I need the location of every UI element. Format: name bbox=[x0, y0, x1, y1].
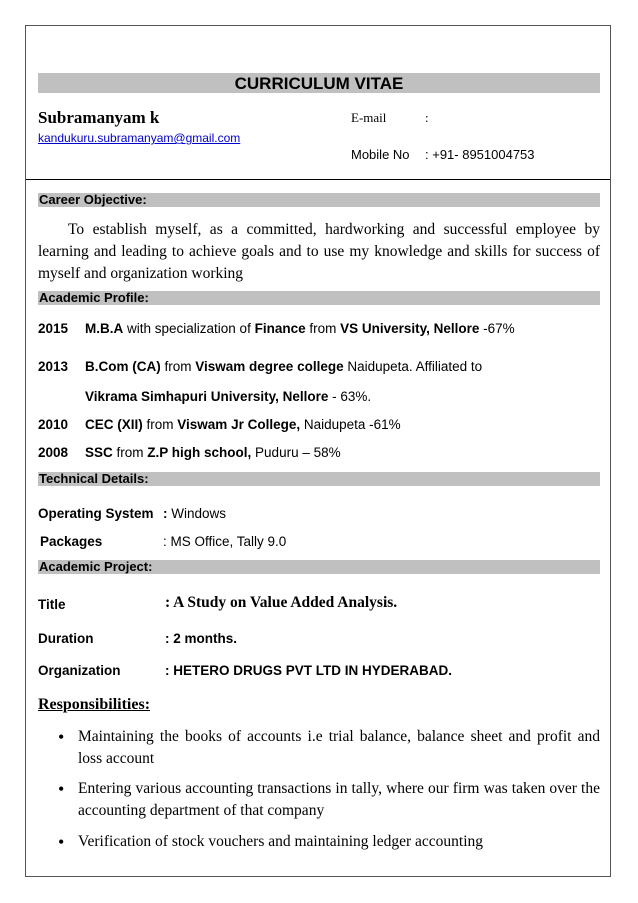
packages-value: : MS Office, Tally 9.0 bbox=[163, 534, 287, 549]
academic-text: from bbox=[112, 445, 148, 460]
academic-text: with specialization of bbox=[123, 321, 255, 336]
academic-row-2010 bbox=[38, 417, 401, 432]
project-organization-value bbox=[165, 663, 452, 678]
responsibility-text: • Entering various accounting transactions in tally, where our firm was taken over the accounting department of that company bbox=[58, 778, 600, 822]
organization-value: : HETERO DRUGS PVT LTD IN HYDERABAD. bbox=[165, 663, 453, 678]
title-label: Title bbox=[38, 597, 66, 612]
academic-institution: Z.P high school, bbox=[147, 445, 252, 460]
operating-system-row bbox=[38, 506, 154, 521]
responsibilities-heading: Responsibilities: bbox=[38, 696, 151, 713]
academic-row-2013 bbox=[38, 359, 482, 374]
project-title-value: : A Study on Value Added Analysis. bbox=[165, 594, 398, 611]
academic-text: from bbox=[305, 321, 341, 336]
academic-row-2013-continued bbox=[85, 389, 371, 404]
academic-specialization: Finance bbox=[254, 321, 306, 336]
academic-university: Vikrama Simhapuri University, Nellore bbox=[85, 389, 329, 404]
academic-degree: B.Com (CA) bbox=[85, 359, 161, 374]
academic-institution: Viswam Jr College, bbox=[177, 417, 301, 432]
academic-year: 2010 bbox=[38, 417, 69, 432]
mobile-label: Mobile No bbox=[351, 147, 410, 162]
academic-degree: SSC bbox=[85, 445, 113, 460]
project-title-label bbox=[38, 597, 66, 612]
mobile-value: : +91- 8951004753 bbox=[425, 147, 535, 162]
academic-text: from bbox=[142, 417, 178, 432]
academic-year: 2008 bbox=[38, 445, 69, 460]
responsibility-item bbox=[58, 726, 600, 770]
academic-year: 2015 bbox=[38, 321, 69, 336]
os-label: Operating System bbox=[38, 506, 154, 521]
academic-institution: VS University, Nellore bbox=[340, 321, 480, 336]
packages-label: Packages bbox=[40, 534, 103, 549]
responsibility-item bbox=[58, 778, 600, 822]
career-objective-text: To establish myself, as a committed, hardworking and successful employee by learning and leading to achieve goals and to use my knowledge and skills for success of myself and organization working bbox=[38, 221, 600, 282]
academic-year: 2013 bbox=[38, 359, 69, 374]
academic-text: Naidupeta. Affiliated to bbox=[343, 359, 483, 374]
organization-label: Organization bbox=[38, 663, 121, 678]
academic-degree: M.B.A bbox=[85, 321, 124, 336]
candidate-name: Subramanyam k bbox=[38, 108, 160, 127]
operating-system-value-row bbox=[163, 506, 226, 521]
header-divider bbox=[26, 179, 610, 180]
email-link-wrap bbox=[38, 129, 240, 147]
academic-score: Naidupeta -61% bbox=[300, 417, 401, 432]
project-duration-label bbox=[38, 631, 94, 646]
academic-row-2008 bbox=[38, 445, 341, 460]
responsibility-text: • Maintaining the books of accounts i.e trial balance, balance sheet and profit and loss account bbox=[58, 726, 600, 770]
email-separator: : bbox=[425, 110, 429, 125]
academic-score: Puduru – 58% bbox=[251, 445, 341, 460]
project-organization-label bbox=[38, 663, 121, 678]
academic-score: - 63%. bbox=[328, 389, 372, 404]
academic-profile-heading: Academic Profile: bbox=[38, 291, 600, 305]
document-title: CURRICULUM VITAE bbox=[38, 73, 600, 93]
academic-institution: Viswam degree college bbox=[195, 359, 344, 374]
os-colon: : bbox=[163, 506, 168, 521]
academic-project-heading: Academic Project: bbox=[38, 560, 600, 574]
os-value: Windows bbox=[171, 506, 227, 521]
email-label: E-mail bbox=[351, 110, 387, 125]
packages-row bbox=[40, 534, 102, 549]
academic-text: from bbox=[160, 359, 196, 374]
email-link[interactable]: kandukuru.subramanyam@gmail.com bbox=[38, 131, 241, 145]
career-objective-heading: Career Objective: bbox=[38, 193, 600, 207]
project-duration-value bbox=[165, 631, 237, 646]
academic-score: -67% bbox=[479, 321, 515, 336]
academic-degree: CEC (XII) bbox=[85, 417, 143, 432]
responsibility-item bbox=[58, 831, 600, 853]
duration-value: : 2 months. bbox=[165, 631, 238, 646]
responsibility-text: • Verification of stock vouchers and maintaining ledger accounting bbox=[58, 831, 600, 853]
academic-row-2015 bbox=[38, 321, 515, 336]
technical-details-heading: Technical Details: bbox=[38, 472, 600, 486]
duration-label: Duration bbox=[38, 631, 94, 646]
